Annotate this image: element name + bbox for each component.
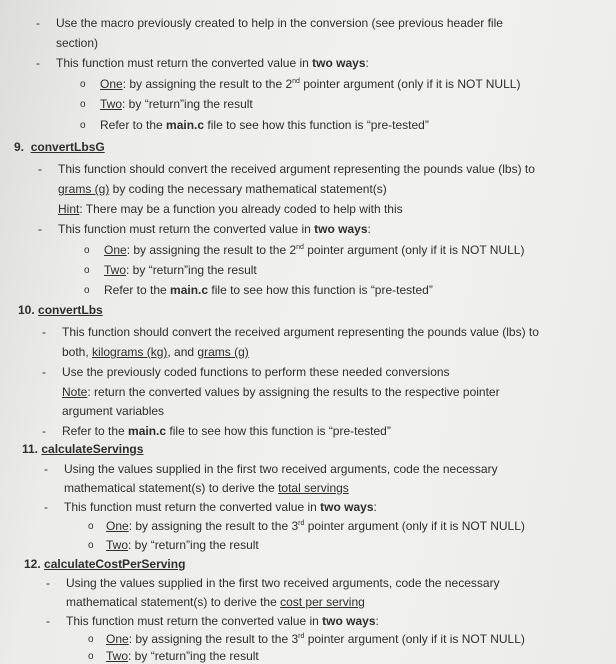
s9-return-line: This function must return the converted value in two ways:: [58, 222, 371, 236]
s10-convert-line-1: This function should convert the received argument representing the pounds value (lbs) to: [62, 325, 539, 339]
bullet-circle: o: [84, 245, 90, 256]
bullet-dash: -: [44, 500, 48, 514]
bullet-dash: -: [44, 462, 48, 476]
s11-way-two: Two: by “return”ing the result: [106, 538, 259, 552]
s9-convert-line-2: grams (g) by coding the necessary mathematical statement(s): [58, 182, 387, 196]
s10-convert-line-2: both, kilograms (kg), and grams (g): [62, 345, 249, 359]
s12-using-line-1: Using the values supplied in the first two received arguments, code the necessary: [66, 576, 500, 590]
macro-line-2: section): [56, 36, 99, 50]
bullet-dash: -: [42, 424, 46, 438]
bullet-circle: o: [88, 634, 94, 645]
s10-refer-line: Refer to the main.c file to see how this function is “pre-tested”: [62, 424, 391, 438]
bullet-dash: -: [42, 325, 46, 339]
s12-using-line-2: mathematical statement(s) to derive the cost per serving: [66, 595, 365, 609]
section-9-heading: 9. convertLbsG: [14, 140, 105, 154]
s11-using-line-2: mathematical statement(s) to derive the total servings: [64, 481, 349, 495]
bullet-dash: -: [46, 614, 50, 628]
bullet-circle: o: [80, 120, 86, 131]
refer-line: Refer to the main.c file to see how this function is “pre-tested”: [100, 118, 429, 132]
macro-line-1: Use the macro previously created to help in the conversion (see previous header file: [56, 16, 503, 30]
s9-convert-line-1: This function should convert the received argument representing the pounds value (lbs) to: [58, 162, 535, 176]
s11-return-line: This function must return the converted value in two ways:: [64, 500, 377, 514]
s11-way-one: One: by assigning the result to the 3rd pointer argument (only if it is NOT NULL): [106, 519, 525, 533]
bullet-dash: -: [38, 222, 42, 236]
return-line: This function must return the converted value in two ways:: [56, 56, 369, 70]
bullet-dash: -: [36, 16, 40, 30]
bullet-circle: o: [88, 540, 94, 551]
bullet-dash: -: [36, 56, 40, 70]
bullet-dash: -: [42, 365, 46, 379]
s9-way-one: One: by assigning the result to the 2nd pointer argument (only if it is NOT NULL): [104, 243, 525, 257]
bullet-dash: -: [38, 162, 42, 176]
s12-return-line: This function must return the converted value in two ways:: [66, 614, 379, 628]
s12-way-one: One: by assigning the result to the 3rd pointer argument (only if it is NOT NULL): [106, 632, 525, 646]
bullet-circle: o: [88, 651, 94, 662]
bullet-circle: o: [80, 99, 86, 110]
way-one-line: One: by assigning the result to the 2nd pointer argument (only if it is NOT NULL): [100, 77, 521, 91]
s12-way-two: Two: by “return”ing the result: [106, 649, 259, 663]
s11-using-line-1: Using the values supplied in the first two received arguments, code the necessary: [64, 462, 498, 476]
s10-note-line: Note: return the converted values by assigning the results to the respective pointer: [62, 385, 500, 399]
bullet-dash: -: [46, 576, 50, 590]
bullet-circle: o: [80, 79, 86, 90]
way-two-line: Two: by “return”ing the result: [100, 97, 253, 111]
section-12-heading: 12. calculateCostPerServing: [24, 557, 186, 571]
bullet-circle: o: [88, 521, 94, 532]
bullet-circle: o: [84, 285, 90, 296]
s10-note-line-2: argument variables: [62, 404, 165, 418]
section-10-heading: 10. convertLbs: [18, 303, 103, 317]
s9-hint-line: Hint: There may be a function you already coded to help with this: [58, 202, 403, 216]
s10-use-line: Use the previously coded functions to perform these needed conversions: [62, 365, 450, 379]
bullet-circle: o: [84, 265, 90, 276]
s9-refer-line: Refer to the main.c file to see how this function is “pre-tested”: [104, 283, 433, 297]
section-11-heading: 11. calculateServings: [22, 442, 144, 456]
s9-way-two: Two: by “return”ing the result: [104, 263, 257, 277]
